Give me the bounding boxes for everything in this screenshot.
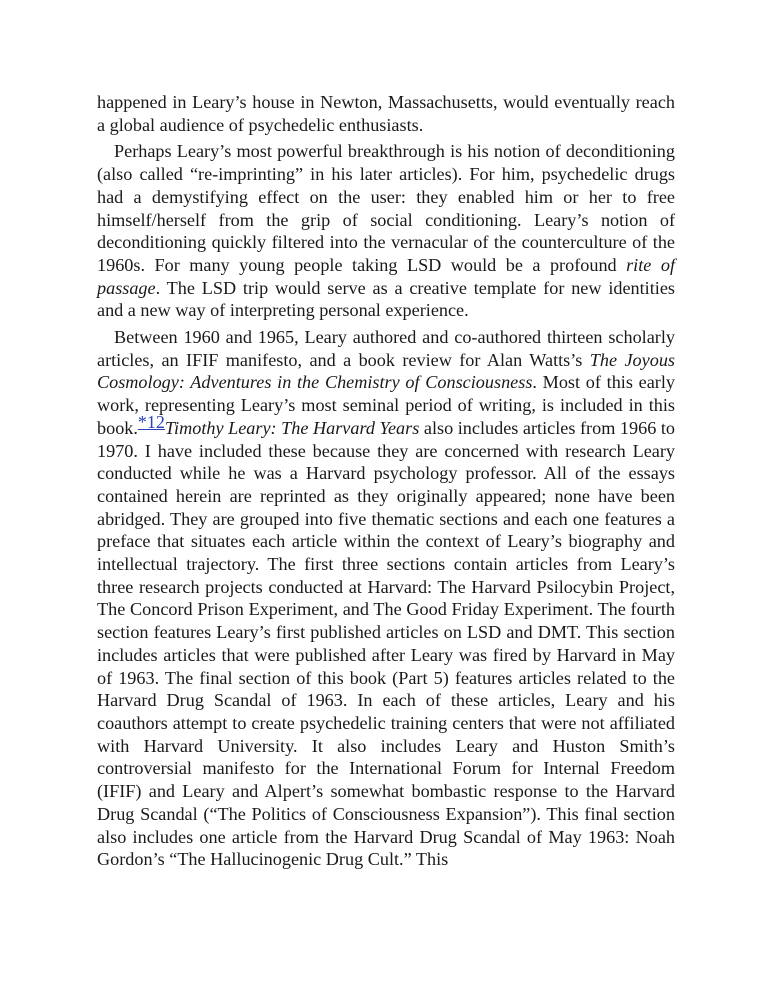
page-body	[97, 91, 675, 875]
paragraph-3-book-title-harvard-years: Timothy Leary: The Harvard Years	[164, 417, 420, 438]
paragraph-3-book-title-joyous-cosmology: The Joyous Cosmology: Adventures in the Chemistry of Consciousness	[97, 349, 675, 393]
paragraph-3-text-a: Between 1960 and 1965, Leary authored and co-authored thirteen scholarly articles, an IFIF manifesto, and a book review for Alan Watts’s	[97, 327, 675, 370]
paragraph-2-text-before: Perhaps Leary’s most powerful breakthrough is his notion of deconditioning (also called “re-imprinting” in his later articles). For him, psychedelic drugs had a demystifying effect on the user: they enabled him or her to free himself/herself from the grip of social conditioning. Leary’s notion of deconditioning quickly filtered into the vernacular of the counterculture of the 1960s. For many young people taking LSD would be a profound	[97, 141, 675, 275]
paragraph-2-text-after: . The LSD trip would serve as a creative template for new identities and a new way of interpreting personal experience.	[97, 277, 675, 321]
footnote-link[interactable]: *12	[137, 411, 165, 432]
paragraph-2	[97, 140, 675, 322]
paragraph-1	[97, 91, 675, 136]
paragraph-1-text: happened in Leary’s house in Newton, Massachusetts, would eventually reach a global audience of psychedelic enthusiasts.	[97, 92, 675, 135]
paragraph-3	[97, 326, 675, 871]
paragraph-3-text-c: also includes articles from 1966 to 1970. I have included these because they are concerned with research Leary conducted while he was a Harvard psychology professor. All of the essays contained herein are reprinted as they originally appeared; none have been abridged. They are grouped into five thematic sections and each one features a preface that situates each article within the context of Leary’s biography and intellectual trajectory. The first three sections contain articles from Leary’s three research projects conducted at Harvard: The Harvard Psilocybin Project, The Concord Prison Experiment, and The Good Friday Experiment. The fourth section features Leary’s first published articles on LSD and DMT. This section includes articles that were published after Leary was fired by Harvard in May of 1963. The final section of this book (Part 5) features articles related to the Harvard Drug Scandal of 1963. In each of these articles, Leary and his coauthors attempt to create psychedelic training centers that were not affiliated with Harvard University. It also includes Leary and Huston Smith’s controversial manifesto for the International Forum for Internal Freedom (IFIF) and Leary and Alpert’s somewhat bombastic response to the Harvard Drug Scandal (“The Politics of Consciousness Expansion”). This final section also includes one article from the Harvard Drug Scandal of May 1963: Noah Gordon’s “The Hallucinogenic Drug Cult.” This	[97, 417, 676, 870]
paragraph-2-italic-phrase: rite of passage	[97, 254, 675, 298]
paragraph-3-text-b: . Most of this early work, representing Leary’s most seminal period of writing, is included in this book.	[97, 372, 675, 438]
